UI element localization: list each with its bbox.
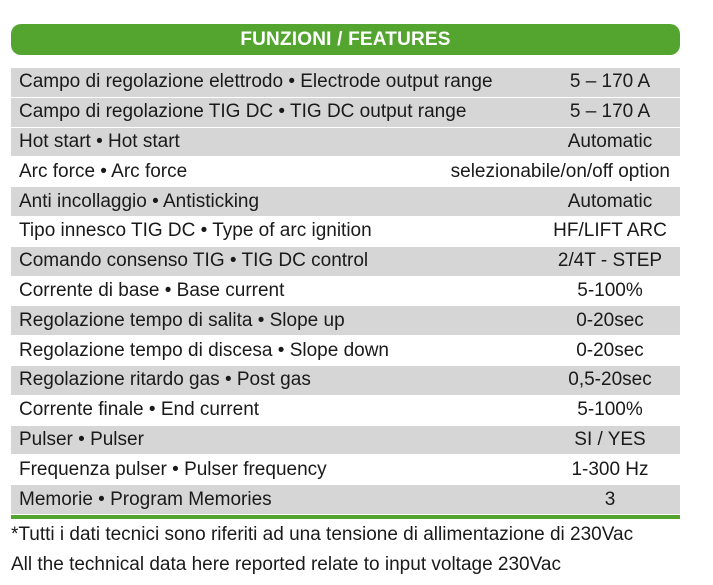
- table-row: [11, 366, 680, 396]
- row-value: 2/4T - STEP: [557, 250, 663, 272]
- row-value: selezionabile/on/off option: [450, 160, 670, 182]
- row-label: Arc force • Arc force: [19, 160, 188, 182]
- row-label: Anti incollaggio • Antisticking: [19, 190, 260, 212]
- row-value: HF/LIFT ARC: [553, 220, 667, 242]
- row-value: 0,5-20sec: [568, 369, 652, 391]
- row-value: 5 – 170 A: [569, 71, 651, 93]
- row-value: Automatic: [567, 190, 653, 212]
- row-value: 1-300 Hz: [571, 458, 649, 480]
- row-label: Hot start • Hot start: [19, 130, 180, 152]
- row-value: 3: [604, 488, 616, 510]
- features-title: FUNZIONI / FEATURES: [240, 28, 451, 50]
- table-row: [11, 485, 680, 515]
- table-row: [11, 306, 680, 336]
- row-label: Tipo innesco TIG DC • Type of arc ignition: [19, 220, 372, 242]
- footnote-english: All the technical data here reported relate to input voltage 230Vac: [11, 554, 561, 575]
- row-label: Regolazione tempo di discesa • Slope down: [19, 339, 389, 361]
- table-row: [11, 455, 680, 485]
- table-row: [11, 68, 680, 98]
- table-bottom-divider: [11, 515, 680, 519]
- row-value: 0-20sec: [576, 339, 644, 361]
- footnote-italian: *Tutti i dati tecnici sono riferiti ad una tensione di allimentazione di 230Vac: [11, 524, 634, 545]
- row-label: Corrente di base • Base current: [19, 279, 285, 301]
- row-label: Frequenza pulser • Pulser frequency: [19, 458, 327, 480]
- row-label: Memorie • Program Memories: [19, 488, 272, 510]
- table-row: [11, 426, 680, 456]
- features-table: [11, 68, 680, 515]
- row-value: Automatic: [567, 130, 653, 152]
- table-row: [11, 187, 680, 217]
- row-label: Regolazione tempo di salita • Slope up: [19, 309, 345, 331]
- row-value: 0-20sec: [576, 309, 644, 331]
- row-label: Campo di regolazione elettrodo • Electrode output range: [19, 71, 493, 93]
- row-value: 5 – 170 A: [569, 101, 651, 123]
- table-row: [11, 247, 680, 277]
- row-label: Campo di regolazione TIG DC • TIG DC output range: [19, 101, 467, 123]
- table-row: [11, 98, 680, 128]
- table-row: [11, 277, 680, 307]
- row-value: SI / YES: [574, 428, 646, 450]
- table-row: [11, 217, 680, 247]
- row-label: Pulser • Pulser: [19, 428, 144, 450]
- table-row: [11, 396, 680, 426]
- row-label: Regolazione ritardo gas • Post gas: [19, 369, 311, 391]
- row-value: 5-100%: [577, 399, 643, 421]
- row-label: Comando consenso TIG • TIG DC control: [19, 250, 369, 272]
- row-value: 5-100%: [577, 279, 643, 301]
- table-row: [11, 336, 680, 366]
- table-row: [11, 128, 680, 158]
- table-row: [11, 157, 680, 187]
- features-header: [11, 24, 680, 55]
- row-label: Corrente finale • End current: [19, 399, 260, 421]
